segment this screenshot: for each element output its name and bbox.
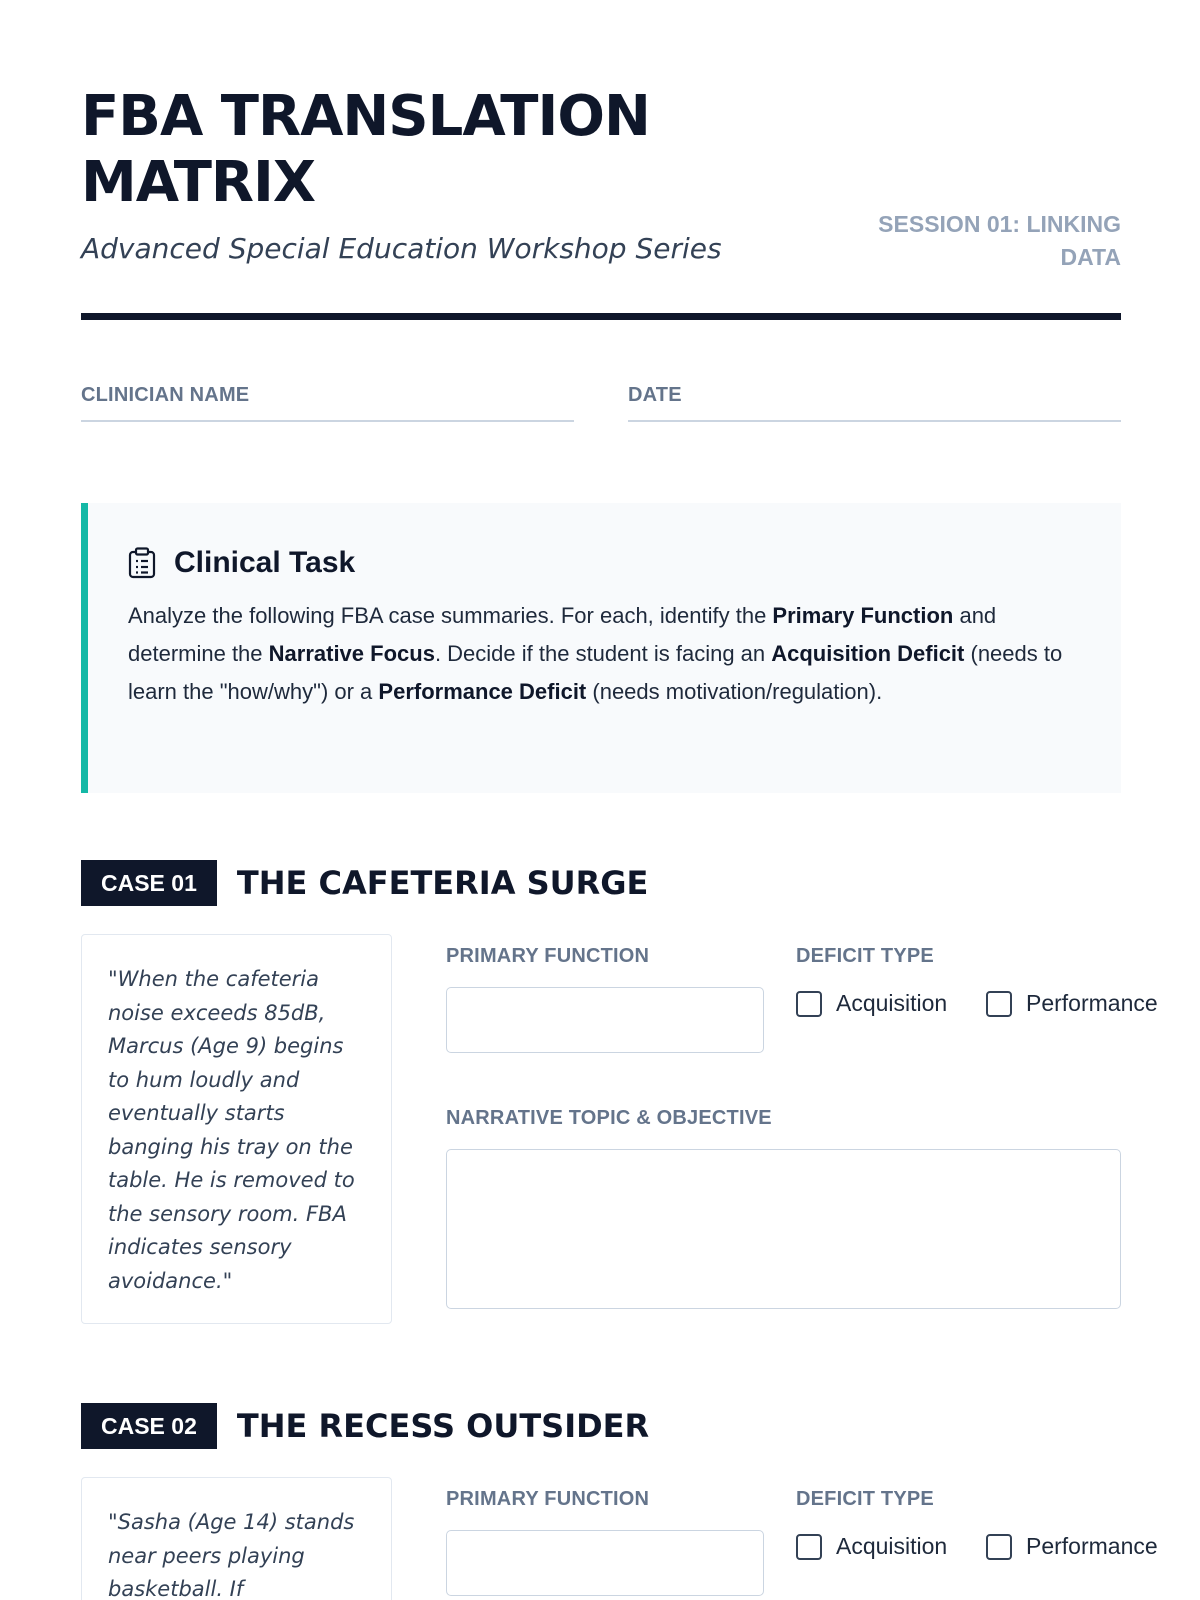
task-text: . Decide if the student is facing an	[434, 641, 772, 666]
task-emphasis: Performance Deficit	[378, 679, 587, 704]
task-text: (needs motivation/regulation).	[586, 679, 883, 704]
header	[81, 0, 1121, 322]
page-title: FBA TRANSLATION MATRIX	[81, 84, 650, 215]
task-emphasis: Acquisition Deficit	[771, 641, 965, 666]
task-title: Clinical Task	[174, 546, 356, 579]
checkbox-label: Performance	[1026, 990, 1158, 1016]
case-badge: CASE 02	[81, 1403, 217, 1449]
case-badge: CASE 01	[81, 860, 217, 906]
date-field[interactable]	[628, 384, 1121, 422]
checkbox-label: Acquisition	[836, 990, 948, 1016]
task-text: (needs to learn the "how/why") or a	[128, 641, 1063, 704]
primary-function-input[interactable]	[446, 987, 764, 1053]
clinician-name-field[interactable]	[81, 384, 574, 422]
checkbox-label: Performance	[1026, 1533, 1158, 1559]
deficit-type-label: DEFICIT TYPE	[796, 945, 934, 967]
performance-checkbox[interactable]	[986, 1533, 1158, 1560]
checkbox-box[interactable]	[796, 991, 822, 1017]
task-instructions	[128, 597, 1088, 711]
acquisition-checkbox[interactable]	[796, 1533, 947, 1560]
performance-checkbox[interactable]	[986, 990, 1158, 1017]
case-card	[81, 860, 1158, 1340]
clinical-task-box	[81, 503, 1121, 793]
checkbox-box[interactable]	[986, 991, 1012, 1017]
narrative-topic-input[interactable]	[446, 1149, 1121, 1309]
clinician-name-label: CLINICIAN NAME	[81, 384, 250, 406]
acquisition-checkbox[interactable]	[796, 990, 947, 1017]
case-quote: "Sasha (Age 14) stands near peers playing basketball. If	[81, 1477, 392, 1600]
worksheet-page	[81, 0, 1158, 1600]
primary-function-label: PRIMARY FUNCTION	[446, 1488, 650, 1510]
checkbox-box[interactable]	[986, 1534, 1012, 1560]
task-text: Analyze the following FBA case summaries. For each, identify the	[128, 603, 773, 628]
deficit-type-label: DEFICIT TYPE	[796, 1488, 934, 1510]
case-quote: "When the cafeteria noise exceeds 85dB, Marcus (Age 9) begins to hum loudly and eventually starts banging his tray on the table. He is removed to the sensory room. FBA indicates sensory avoidance."	[81, 934, 392, 1324]
checkbox-box[interactable]	[796, 1534, 822, 1560]
task-text: and determine the	[128, 603, 997, 666]
info-fields	[81, 384, 1121, 424]
session-label: SESSION 01: LINKING DATA	[878, 211, 1121, 270]
header-divider	[81, 313, 1121, 320]
primary-function-label: PRIMARY FUNCTION	[446, 945, 650, 967]
case-header	[81, 1403, 649, 1449]
task-emphasis: Narrative Focus	[268, 641, 435, 666]
case-card	[81, 1403, 1158, 1600]
narrative-topic-label: NARRATIVE TOPIC & OBJECTIVE	[446, 1107, 772, 1129]
task-header	[128, 543, 1081, 583]
clipboard-icon	[128, 547, 156, 579]
task-emphasis: Primary Function	[772, 603, 954, 628]
primary-function-input[interactable]	[446, 1530, 764, 1596]
date-label: DATE	[628, 384, 682, 406]
checkbox-label: Acquisition	[836, 1533, 948, 1559]
page-subtitle: Advanced Special Education Workshop Series	[81, 232, 722, 265]
case-title: THE RECESS OUTSIDER	[236, 1407, 650, 1445]
case-title: THE CAFETERIA SURGE	[236, 864, 649, 902]
case-header	[81, 860, 648, 906]
